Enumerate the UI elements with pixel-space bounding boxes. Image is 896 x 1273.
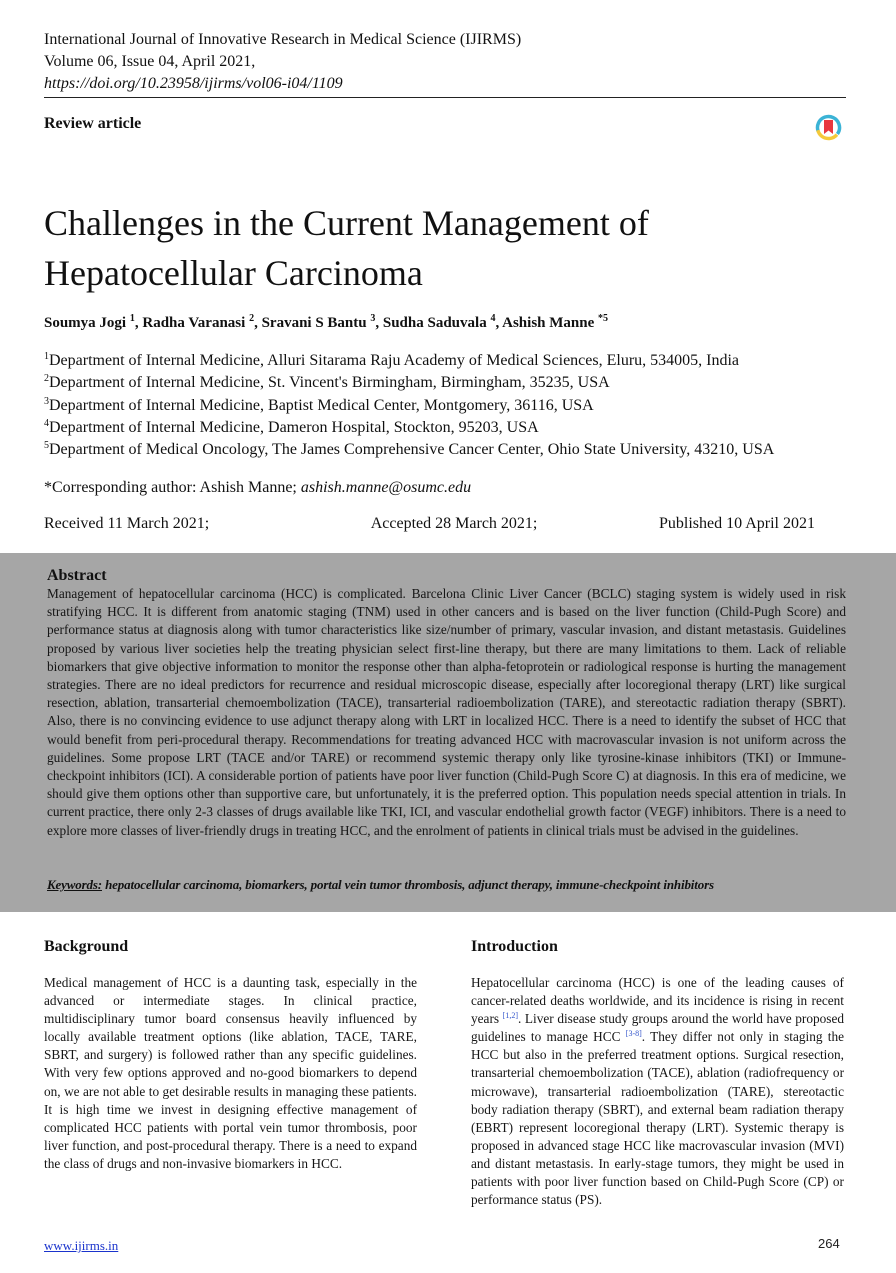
abstract-heading: Abstract: [47, 567, 107, 584]
introduction-text-part: Hepatocellular carcinoma (HCC) is one of the leading causes of cancer-related deaths worldwide, and its incidence is rising in recent years: [471, 975, 844, 1027]
doi-link[interactable]: https://doi.org/10.23958/ijirms/vol06-i04/1109: [44, 75, 343, 92]
published-date: Published 10 April 2021: [658, 515, 815, 532]
affiliation-text: Department of Internal Medicine, St. Vincent's Birmingham, Birmingham, 35235, USA: [49, 374, 610, 392]
affiliation-item: [44, 372, 774, 394]
journal-volume: Volume 06, Issue 04, April 2021,: [44, 53, 256, 70]
author-affiliation-mark: 3: [370, 313, 376, 324]
abstract-text: Management of hepatocellular carcinoma (HCC) is complicated. Barcelona Clinic Liver Cancer (BCLC) staging system is widely used in risk stratifying HCC. It is different from anatomic staging (TNM) used in other cancers and is based on the liver function (Child-Pugh Score) and performance status at diagnosis along with tumor characteristics like size/number of primary, vascular invasion, and distant metastasis. Guidelines proposed by various liver societies help the treating physician select first-line therapy, but there are many limitations to them. Lack of reliable biomarkers that give objective information to monitor the response other than alpha-fetoprotein or radiological response is hurting the management strategies. There are no ideal predictors for recurrence and residual microscopic disease, especially after locoregional therapy (LRT) like surgical resection, ablation, transarterial chemoembolization (TACE), transarterial radioembolization (TARE), and stereotactic radiation therapy (SBRT). Also, there is no convincing evidence to use adjunct therapy along with LRT in localized HCC. There is a need to identify the subset of HCC that would benefit from peri-procedural therapy. Recommendations for treating advanced HCC with macrovascular invasion is not uniform across the guidelines. Some propose LRT (TACE and/or TARE) or recommend systemic therapy only like tyrosine-kinase inhibitors (TKI) or Immune-checkpoint inhibitors (ICI). A considerable portion of patients have poor liver function (Child-Pugh Score C) at diagnosis. In this era of medicine, we should give them options other than supportive care, but unfortunately, it is the preferred option. This population needs special attention in trials. In current practice, there only 2-3 classes of drugs available like TKI, ICI, and vascular endothelial growth factor (VEGF) inhibitors. There is a need to explore more classes of liver-friendly drugs in treating HCC, and the enrolment of patients in clinical trials must be advised in the guidelines.: [47, 586, 846, 838]
background-text: Medical management of HCC is a daunting task, especially in the advanced or intermediate stages. In clinical practice, multidisciplinary tumor board consensus heavily influenced by locally available treatment options (like ablation, TACE, TARE, SBRT, and surgery) is followed rather than any specific guidelines. With very few options approved and no-good biomarkers to depend on, we are not able to get desirable results in managing these patients. It is high time we invest in designing effective management of complicated HCC patients with portal vein tumor thrombosis, poor liver function, and post-procedural therapy. There is a need to expand the class of drugs and non-invasive biomarkers in HCC.: [44, 975, 417, 1171]
introduction-text-part: . Liver disease study groups around the world have proposed guidelines to manage HCC: [471, 1011, 844, 1045]
crossmark-bookmark-icon[interactable]: [815, 114, 842, 141]
affiliation-item: [44, 395, 774, 417]
header-divider: [44, 97, 846, 98]
corresponding-author: [44, 479, 471, 497]
affiliation-text: Department of Medical Oncology, The James Comprehensive Cancer Center, Ohio State University, 43210, USA: [49, 441, 775, 459]
citation-link[interactable]: [1,2]: [502, 1011, 518, 1021]
journal-name: International Journal of Innovative Research in Medical Science (IJIRMS): [44, 31, 522, 48]
author-name: Radha Varanasi: [142, 315, 246, 331]
keywords-list: hepatocellular carcinoma, biomarkers, portal vein tumor thrombosis, adjunct therapy, immune-checkpoint inhibitors: [101, 877, 714, 892]
affiliation-number: 1: [44, 351, 49, 362]
author-name: Soumya Jogi: [44, 315, 127, 331]
background-heading: Background: [44, 938, 129, 955]
author-affiliation-mark: 4: [490, 313, 496, 324]
keywords: [47, 877, 714, 893]
publication-dates: [44, 515, 815, 533]
author-affiliation-mark: 1: [129, 313, 135, 324]
corresponding-label: *Corresponding author: Ashish Manne;: [44, 479, 301, 496]
author-name: Sudha Saduvala: [382, 315, 487, 331]
keywords-label: Keywords:: [47, 877, 102, 892]
author-affiliation-mark: 2: [249, 313, 255, 324]
affiliation-number: 4: [44, 417, 49, 429]
affiliation-text: Department of Internal Medicine, Dameron Hospital, Stockton, 95203, USA: [49, 418, 539, 436]
affiliation-text: Department of Internal Medicine, Alluri Sitarama Raju Academy of Medical Sciences, Eluru, 534005, India: [49, 352, 740, 369]
corresponding-email[interactable]: ashish.manne@osumc.edu: [300, 479, 472, 496]
affiliation-item: [44, 417, 774, 439]
author-list: Soumya Jogi $^1$, Radha Varanasi $^2$, Sravani S Bantu $^3$, Sudha Saduvala $^4$, Ashish Manne $^{*5}$: [44, 313, 608, 331]
affiliation-item: [44, 350, 774, 372]
received-date: Received 11 March 2021;: [44, 515, 210, 532]
affiliation-number: 5: [44, 440, 49, 452]
accepted-date: Accepted 28 March 2021;: [370, 515, 538, 532]
journal-website-link[interactable]: www.ijirms.in: [44, 1238, 119, 1253]
introduction-text: [471, 974, 844, 1209]
affiliation-number: 2: [44, 373, 49, 385]
affiliation-text: Department of Internal Medicine, Baptist Medical Center, Montgomery, 36116, USA: [49, 396, 594, 414]
affiliation-item: [44, 439, 774, 461]
page-number: 264: [818, 1236, 840, 1251]
journal-header: [44, 29, 846, 95]
author-name: Ashish Manne: [502, 315, 595, 331]
article-title: Challenges in the Current Management of Hepatocellular Carcinoma: [44, 203, 649, 293]
introduction-heading: Introduction: [471, 938, 558, 955]
author-affiliation-mark: *5: [598, 313, 608, 324]
introduction-text-part: . They differ not only in staging the HCC but also in the preferred treatment options. Surgical resection, transarterial chemoembolization (TACE), ablation (radiofrequency or microwave), transarterial radioembolization (TARE), stereotactic body radiation therapy (SBRT), and external beam radiation therapy (EBRT) represent locoregional therapy (LRT). Systemic therapy is proposed in advanced stage HCC like macrovascular invasion (MVI) and distant metastasis. In early-stage tumors, they might be used in patients with poor liver function based on Child-Pugh Score (CP) or performance status (PS).: [471, 1029, 845, 1208]
citation-link[interactable]: [3-8]: [625, 1029, 642, 1039]
affiliation-number: 3: [44, 395, 49, 407]
author-name: Sravani S Bantu: [261, 315, 367, 331]
article-type-label: Review article: [44, 115, 142, 132]
affiliation-list: [44, 350, 774, 461]
